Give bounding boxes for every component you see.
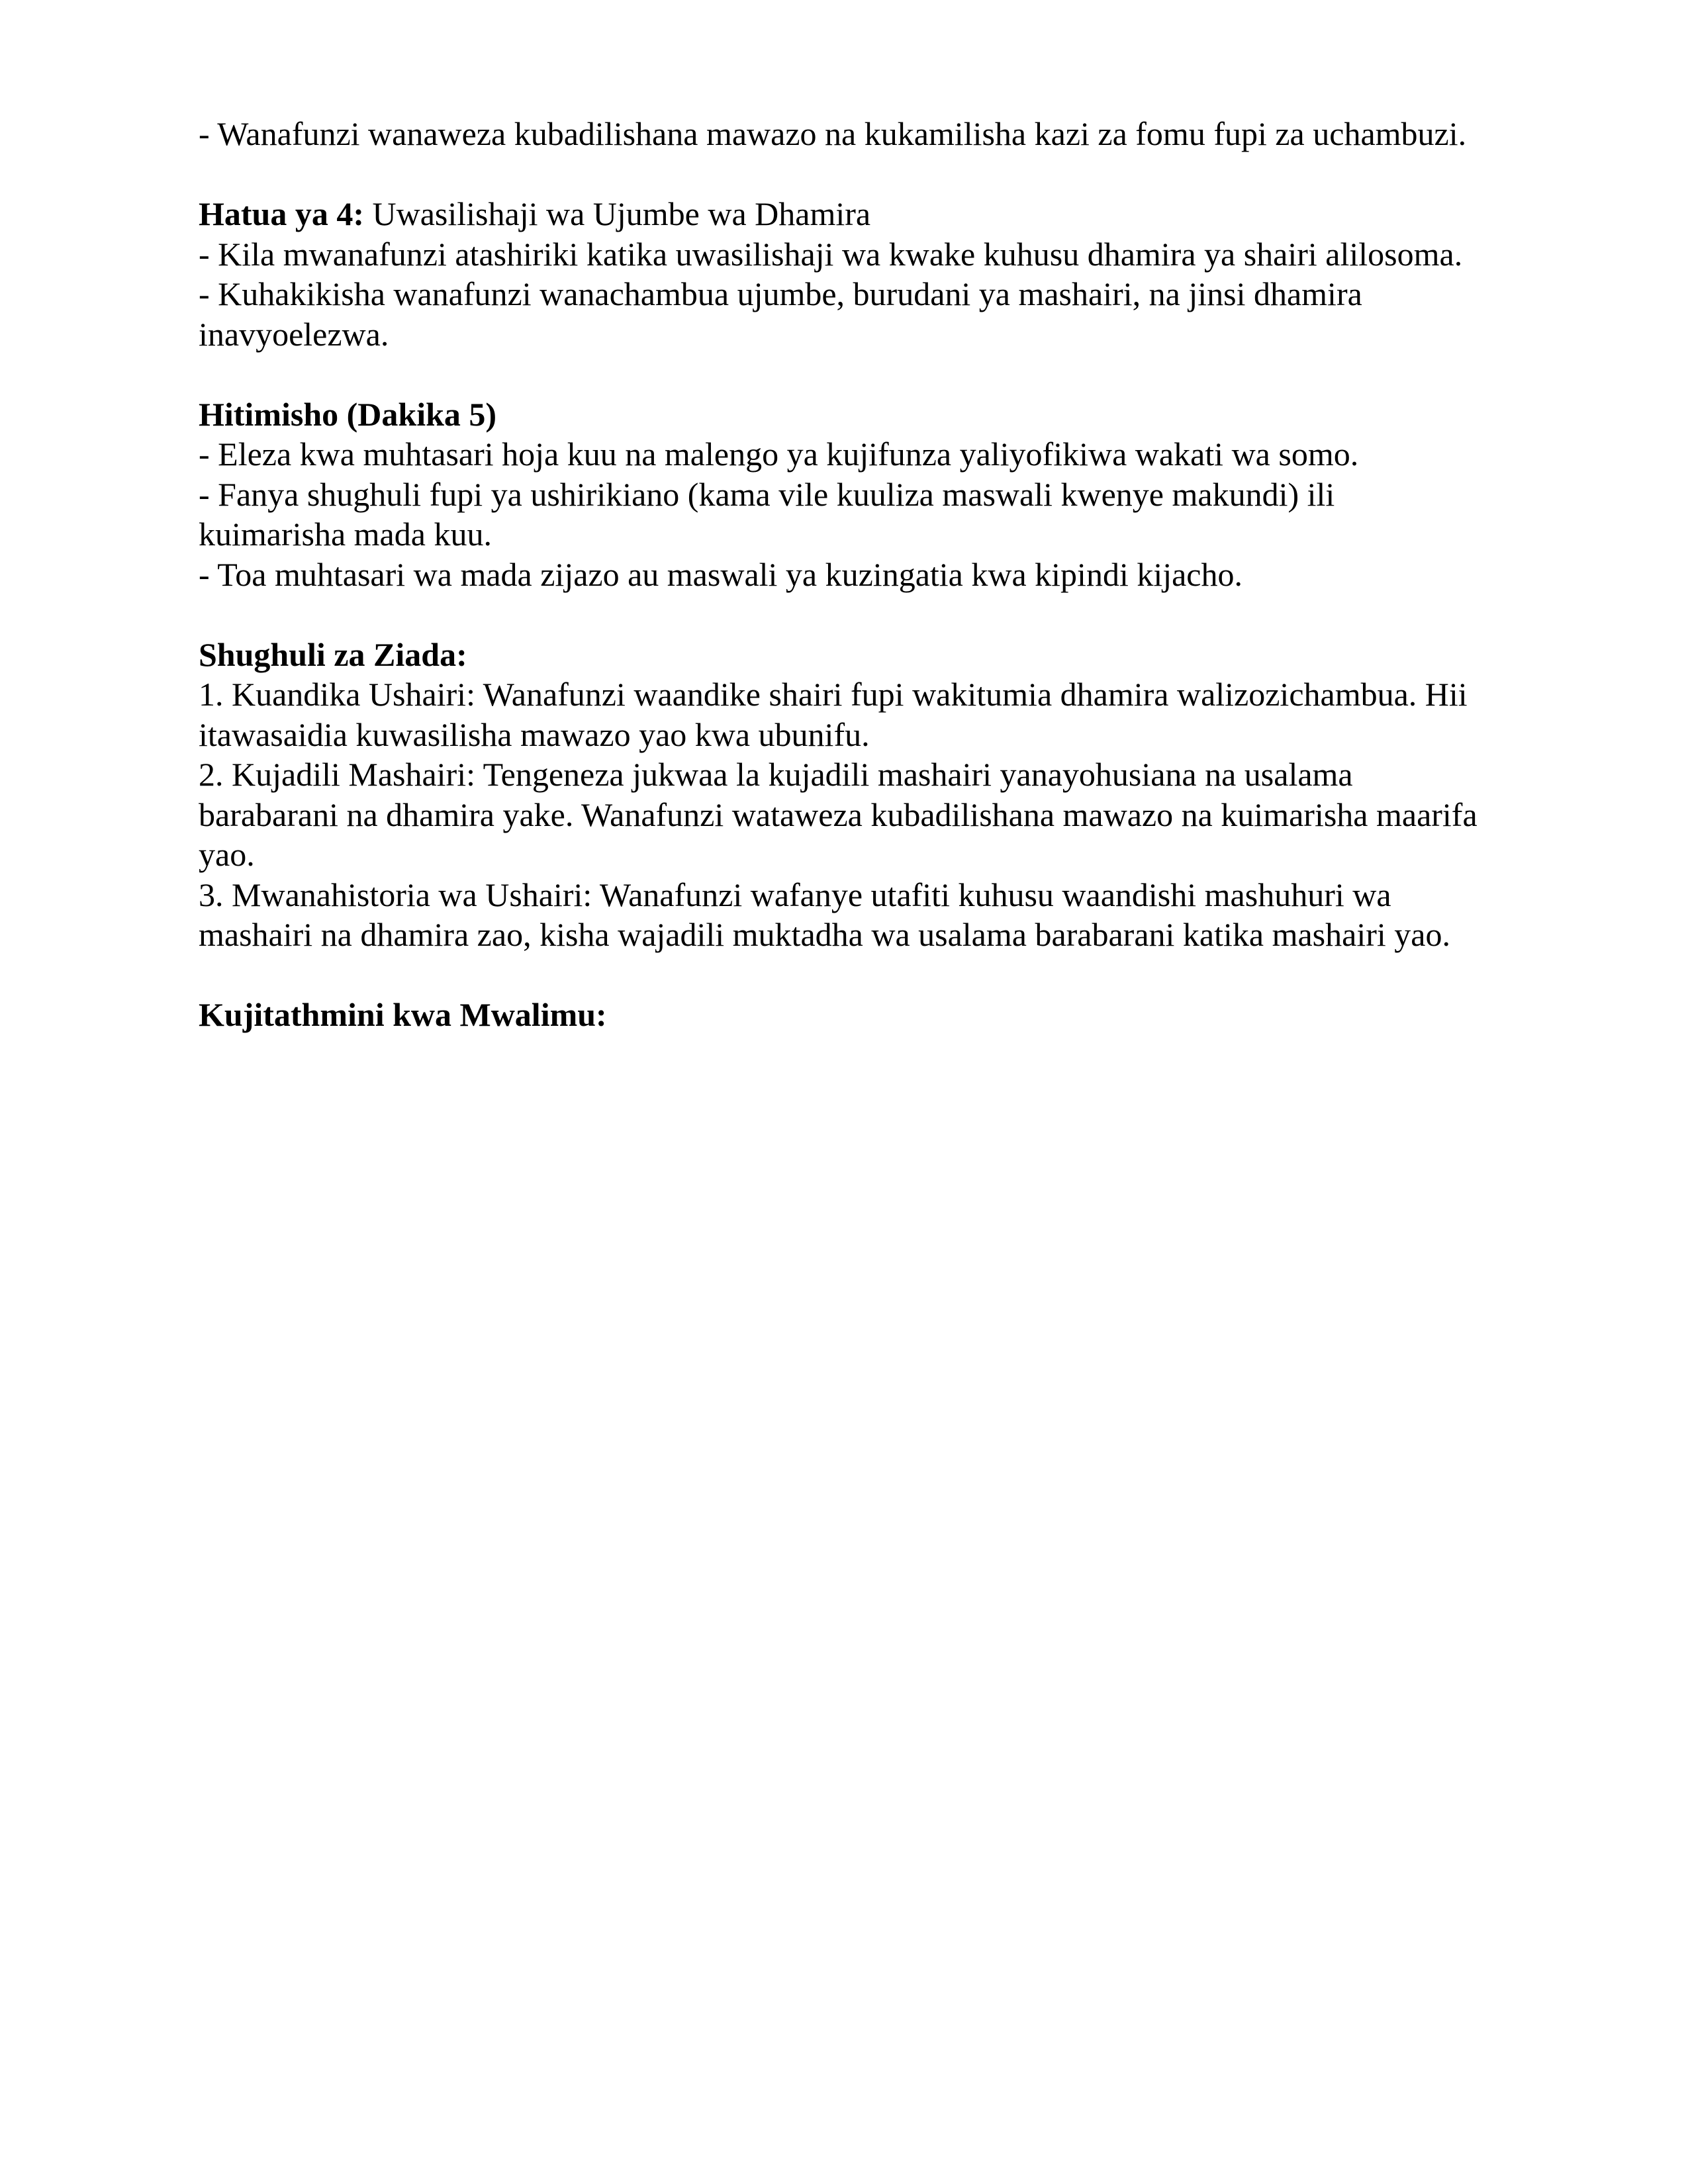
- text-line: 3. Mwanahistoria wa Ushairi: Wanafunzi wafanye utafiti kuhusu waandishi mashuhuri wa: [199, 876, 1391, 913]
- text-line: - Toa muhtasari wa mada zijazo au maswali ya kuzingatia kwa kipindi kijacho.: [199, 555, 1243, 593]
- section-hatua-ya-4: [199, 194, 1489, 354]
- section-hitimisho: [199, 394, 1489, 595]
- section-shughuli-za-ziada: [199, 635, 1489, 955]
- section-heading-rest: Uwasilishaji wa Ujumbe wa Dhamira: [364, 195, 871, 232]
- section-heading: [199, 394, 1489, 435]
- text-line: yao.: [199, 836, 255, 873]
- text-line: - Wanafunzi wanaweza kubadilishana mawazo na kukamilisha kazi za fomu fupi za uchambuzi.: [199, 115, 1467, 152]
- section-heading-bold: Hitimisho (Dakika 5): [199, 395, 497, 433]
- section-heading: [199, 635, 1489, 675]
- section-kujitathmini: [199, 995, 1489, 1035]
- text-line: 2. Kujadili Mashairi: Tengeneza jukwaa la kujadili mashairi yanayohusiana na usalama: [199, 756, 1353, 793]
- text-line: mashairi na dhamira zao, kisha wajadili muktadha wa usalama barabarani katika mashairi yao.: [199, 916, 1450, 953]
- text-line: kuimarisha mada kuu.: [199, 516, 492, 553]
- text-line: inavyoelezwa.: [199, 315, 389, 353]
- text-line: barabarani na dhamira yake. Wanafunzi wataweza kubadilishana mawazo na kuimarisha maarifa: [199, 796, 1477, 833]
- text-line: - Fanya shughuli fupi ya ushirikiano (kama vile kuuliza maswali kwenye makundi) ili: [199, 475, 1335, 513]
- intro-paragraph: [199, 114, 1489, 154]
- section-heading-bold: Hatua ya 4:: [199, 195, 364, 232]
- text-line: - Kila mwanafunzi atashiriki katika uwasilishaji wa kwake kuhusu dhamira ya shairi alilosoma.: [199, 235, 1463, 273]
- section-heading: [199, 194, 1489, 234]
- section-heading-bold: Shughuli za Ziada:: [199, 635, 467, 673]
- text-line: - Kuhakikisha wanafunzi wanachambua ujumbe, burudani ya mashairi, na jinsi dhamira: [199, 275, 1362, 312]
- text-line: 1. Kuandika Ushairi: Wanafunzi waandike shairi fupi wakitumia dhamira walizozichambua. Hii: [199, 676, 1468, 713]
- section-heading-bold: Kujitathmini kwa Mwalimu:: [199, 996, 607, 1033]
- text-line: - Eleza kwa muhtasari hoja kuu na malengo ya kujifunza yaliyofikiwa wakati wa somo.: [199, 435, 1359, 473]
- section-heading: [199, 995, 1489, 1035]
- text-line: itawasaidia kuwasilisha mawazo yao kwa ubunifu.: [199, 715, 870, 753]
